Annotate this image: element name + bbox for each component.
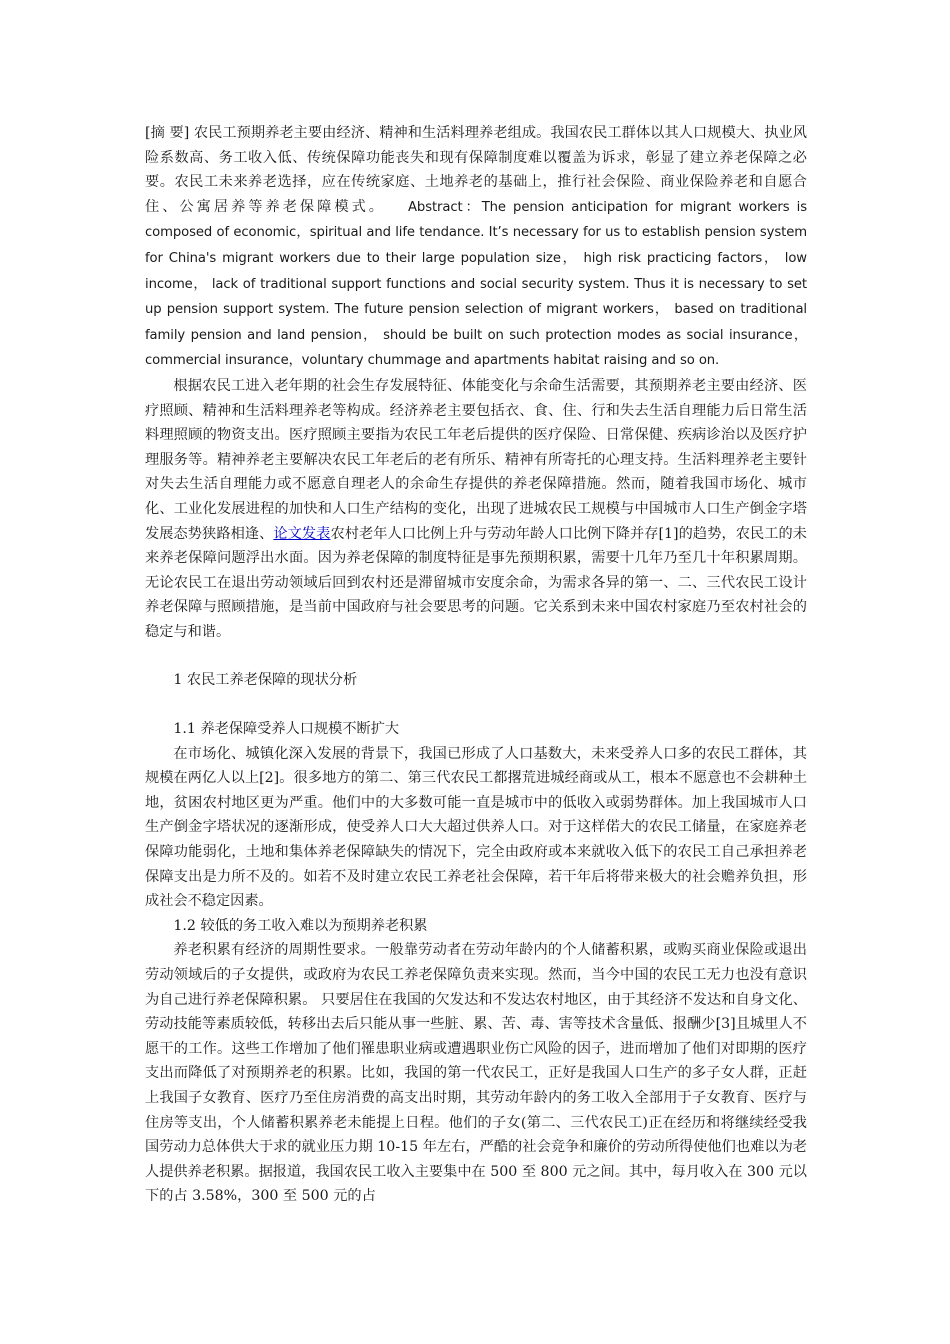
section-1-1-paragraph: 在市场化、城镇化深入发展的背景下，我国已形成了人口基数大，未来受养人口多的农民工群体，其规模在两亿人以上[2]。很多地方的第二、第三代农民工都撂荒进城经商或从工，根本不愿意也不会耕种土地，贫困农村地区更为严重。他们中的大多数可能一直是城市中的低收入或弱势群体。加上我国城市人口生产倒金字塔状况的逐渐形成，使受养人口大大超过供养人口。对于这样偌大的农民工储量，在家庭养老保障功能弱化，土地和集体养老保障缺失的情况下，完全由政府或本来就收入低下的农民工自己承担养老保障支出是力所不及的。如若不及时建立农民工养老社会保障，若干年后将带来极大的社会赡养负担，形成社会不稳定因素。 [145,745,807,910]
abstract-label-en: Abstract： [408,199,482,215]
spacer [145,693,807,717]
abstract-text-en: The pension anticipation for migrant workers is composed of economic，spiritual and life tendance. It’s necessary for us to establish pension system for China's migrant workers due to their large population size， high risk practicing factors， low income， lack of traditional support functions and social security system. Thus it is necessary to set up pension support system. The future pension selection of migrant workers， based on traditional family pension and land pension， should be built on such protection modes as social insurance， commercial insurance，voluntary chummage and apartments habitat raising and so on. [145,199,807,369]
document-page [145,121,807,1209]
intro-paragraph [145,374,807,645]
abstract-text-cn: 农民工预期养老主要由经济、精神和生活料理养老组成。我国农民工群体以其人口规模大、执业风险系数高、务工收入低、传统保障功能丧失和现有保障制度难以覆盖为诉求，彰显了建立养老保障之必要。农民工未来养老选择，应在传统家庭、土地养老的基础上，推行社会保险、商业保险养老和自愿合住、公寓居养等养老保障模式。 [145,125,807,215]
intro-text-part1: 根据农民工进入老年期的社会生存发展特征、体能变化与余命生活需要，其预期养老主要由经济、医疗照顾、精神和生活料理养老等构成。经济养老主要包括衣、食、住、行和失去生活自理能力后日常生活料理照顾的物资支出。医疗照顾主要指为农民工年老后提供的医疗保险、日常保健、疾病诊治以及医疗护理服务等。精神养老主要解决农民工年老后的老有所乐、精神有所寄托的心理支持。生活料理养老主要针对失去生活自理能力或不愿意自理老人的余命生存提供的养老保障措施。然而，随着我国市场化、城市化、工业化发展进程的加快和人口生产结构的变化，出现了进城农民工规模与中国城市人口生产倒金字塔发展态势狭路相逢、 [145,377,807,542]
section-1-heading: 1 农民工养老保障的现状分析 [173,672,358,689]
intro-text-part2: 农村老年人口比例上升与劳动年龄人口比例下降并存[1]的趋势，农民工的未来养老保障问题浮出水面。因为养老保障的制度特征是事先预期积累，需要十几年乃至几十年积累周期。无论农民工在退出劳动领域后回到农村还是滞留城市安度余命，为需求各异的第一、二、三代农民工设计养老保障与照顾措施，是当前中国政府与社会要思考的问题。它关系到未来中国农村家庭乃至农村社会的稳定与和谐。 [145,525,807,640]
paper-publish-link[interactable]: 论文发表 [273,525,331,542]
spacer [145,644,807,668]
section-1-2-heading: 1.2 较低的务工收入难以为预期养老积累 [173,917,428,934]
abstract-label: [摘 要] [145,125,190,141]
section-1-2-paragraph: 养老积累有经济的周期性要求。一般靠劳动者在劳动年龄内的个人储蓄积累，或购买商业保险或退出劳动领域后的子女提供，或政府为农民工养老保障负责来实现。然而，当今中国的农民工无力也没有意识为自己进行养老保障积累。 只要居住在我国的欠发达和不发达农村地区，由于其经济不发达和自身文化、劳动技能等素质较低，转移出去后只能从事一些脏、累、苦、毒、害等技术含量低、报酬少[3]且城里人不愿干的工作。这些工作增加了他们罹患职业病或遭遇职业伤亡风险的因子，进而增加了他们对即期的医疗支出而降低了对预期养老的积累。比如，我国的第一代农民工，正好是我国人口生产的多子女人群，正赶上我国子女教育、医疗乃至住房消费的高支出时期，其劳动年龄内的务工收入全部用于子女教育、医疗与住房等支出，个人储蓄积累养老未能提上日程。他们的子女(第二、三代农民工)正在经历和将继续经受我国劳动力总体供大于求的就业压力期 10-15 年左右，严酷的社会竞争和廉价的劳动所得使他们也难以为老人提供养老积累。据报道，我国农民工收入主要集中在 500 至 800 元之间。其中，每月收入在 300 元以下的占 3.58%，300 至 500 元的占 [145,942,807,1205]
section-1-1-heading: 1.1 养老保障受养人口规模不断扩大 [173,721,400,738]
abstract-paragraph [145,121,807,374]
